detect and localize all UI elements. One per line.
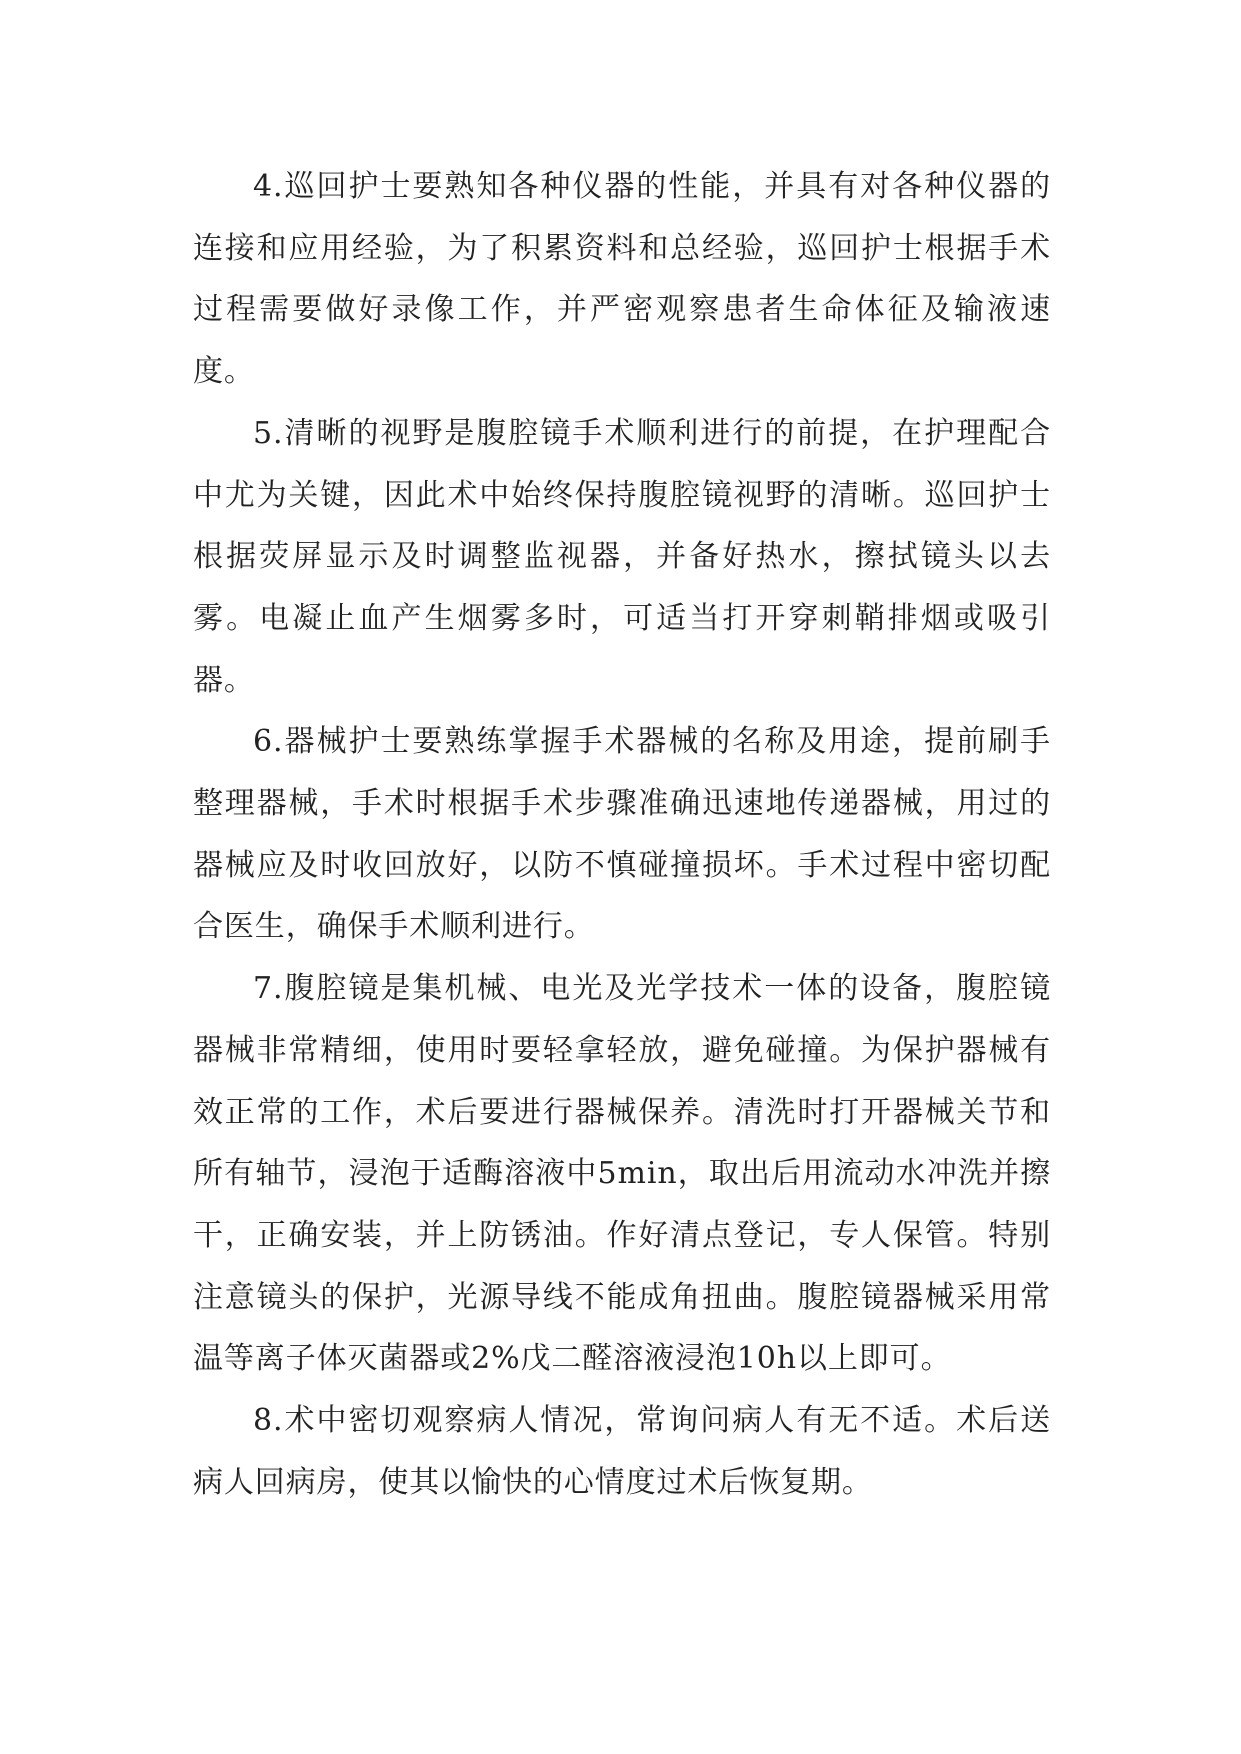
paragraph-item-4: 4.巡回护士要熟知各种仪器的性能，并具有对各种仪器的连接和应用经验，为了积累资料和总经验，巡回护士根据手术过程需要做好录像工作，并严密观察患者生命体征及输液速度。	[193, 169, 1051, 390]
paragraph-item-5: 5.清晰的视野是腹腔镜手术顺利进行的前提，在护理配合中尤为关键，因此术中始终保持腹腔镜视野的清晰。巡回护士根据荧屏显示及时调整监视器，并备好热水，擦拭镜头以去雾。电凝止血产生烟雾多时，可适当打开穿刺鞘排烟或吸引器。	[193, 415, 1051, 698]
document-body	[193, 156, 1051, 1513]
paragraph-item-7: 7.腹腔镜是集机械、电光及光学技术一体的设备，腹腔镜器械非常精细，使用时要轻拿轻放，避免碰撞。为保护器械有效正常的工作，术后要进行器械保养。清洗时打开器械关节和所有轴节，浸泡于适酶溶液中5min，取出后用流动水冲洗并擦干，正确安装，并上防锈油。作好清点登记，专人保管。特别注意镜头的保护，光源导线不能成角扭曲。腹腔镜器械采用常温等离子体灭菌器或2%戊二醛溶液浸泡10h以上即可。	[193, 971, 1051, 1377]
paragraph-item-6: 6.器械护士要熟练掌握手术器械的名称及用途，提前刷手整理器械，手术时根据手术步骤准确迅速地传递器械，用过的器械应及时收回放好，以防不慎碰撞损坏。手术过程中密切配合医生，确保手术顺利进行。	[193, 724, 1051, 945]
paragraph-item-8: 8.术中密切观察病人情况，常询问病人有无不适。术后送病人回病房，使其以愉快的心情度过术后恢复期。	[193, 1403, 1051, 1500]
